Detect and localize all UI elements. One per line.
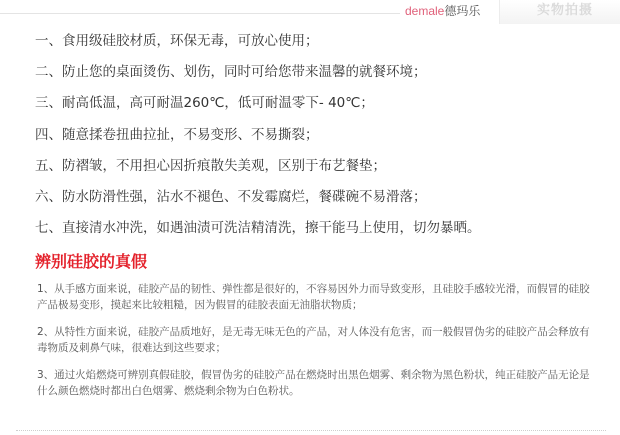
header-divider <box>0 13 400 14</box>
feature-item: 五、防褶皱，不用担心因折痕散失美观，区别于布艺餐垫； <box>35 158 386 174</box>
dotted-divider <box>16 430 606 431</box>
feature-item: 一、食用级硅胶材质，环保无毒，可放心使用； <box>35 33 319 49</box>
brand-logo <box>405 3 480 19</box>
feature-item: 四、随意揉卷扭曲拉扯，不易变形、不易撕裂； <box>35 127 319 143</box>
section-title: 辨别硅胶的真假 <box>35 252 148 271</box>
brand-name-cn: 德玛乐 <box>444 4 481 18</box>
feature-item: 七、直接清水冲洗，如遇油渍可洗洁精清洗，擦干能马上使用，切勿暴晒。 <box>35 220 481 236</box>
info-paragraph: 1、从手感方面来说，硅胶产品的韧性、弹性都是很好的，不容易因外力而导致变形，且硅胶手感较光滑，而假冒的硅胶产品极易变形，摸起来比较粗糙，因为假冒的硅胶表面无油脂状物质； <box>37 283 590 311</box>
header-bar <box>0 0 620 26</box>
info-paragraph: 2、从特性方面来说，硅胶产品质地好，是无毒无味无色的产品，对人体没有危害，而一般假冒伪劣的硅胶产品会释放有毒物质及刺鼻气味，很难达到这些要求； <box>37 326 590 354</box>
info-paragraph: 3、通过火焰燃烧可辨别真假硅胶，假冒伪劣的硅胶产品在燃烧时出黑色烟雾、剩余物为黑色粉状，纯正硅胶产品无论是什么颜色燃烧时都出白色烟雾、燃烧剩余物为白色粉状。 <box>37 369 590 397</box>
photo-tag-label: 实物拍摄 <box>537 3 594 18</box>
feature-item: 六、防水防滑性强，沾水不褪色、不发霉腐烂，餐碟碗不易滑落； <box>35 189 427 205</box>
feature-item: 三、耐高低温，高可耐温260℃，低可耐温零下- 40℃； <box>35 95 374 111</box>
feature-item: 二、防止您的桌面烫伤、划伤，同时可给您带来温馨的就餐环境； <box>35 64 427 80</box>
brand-name-latin: demale <box>405 4 445 18</box>
